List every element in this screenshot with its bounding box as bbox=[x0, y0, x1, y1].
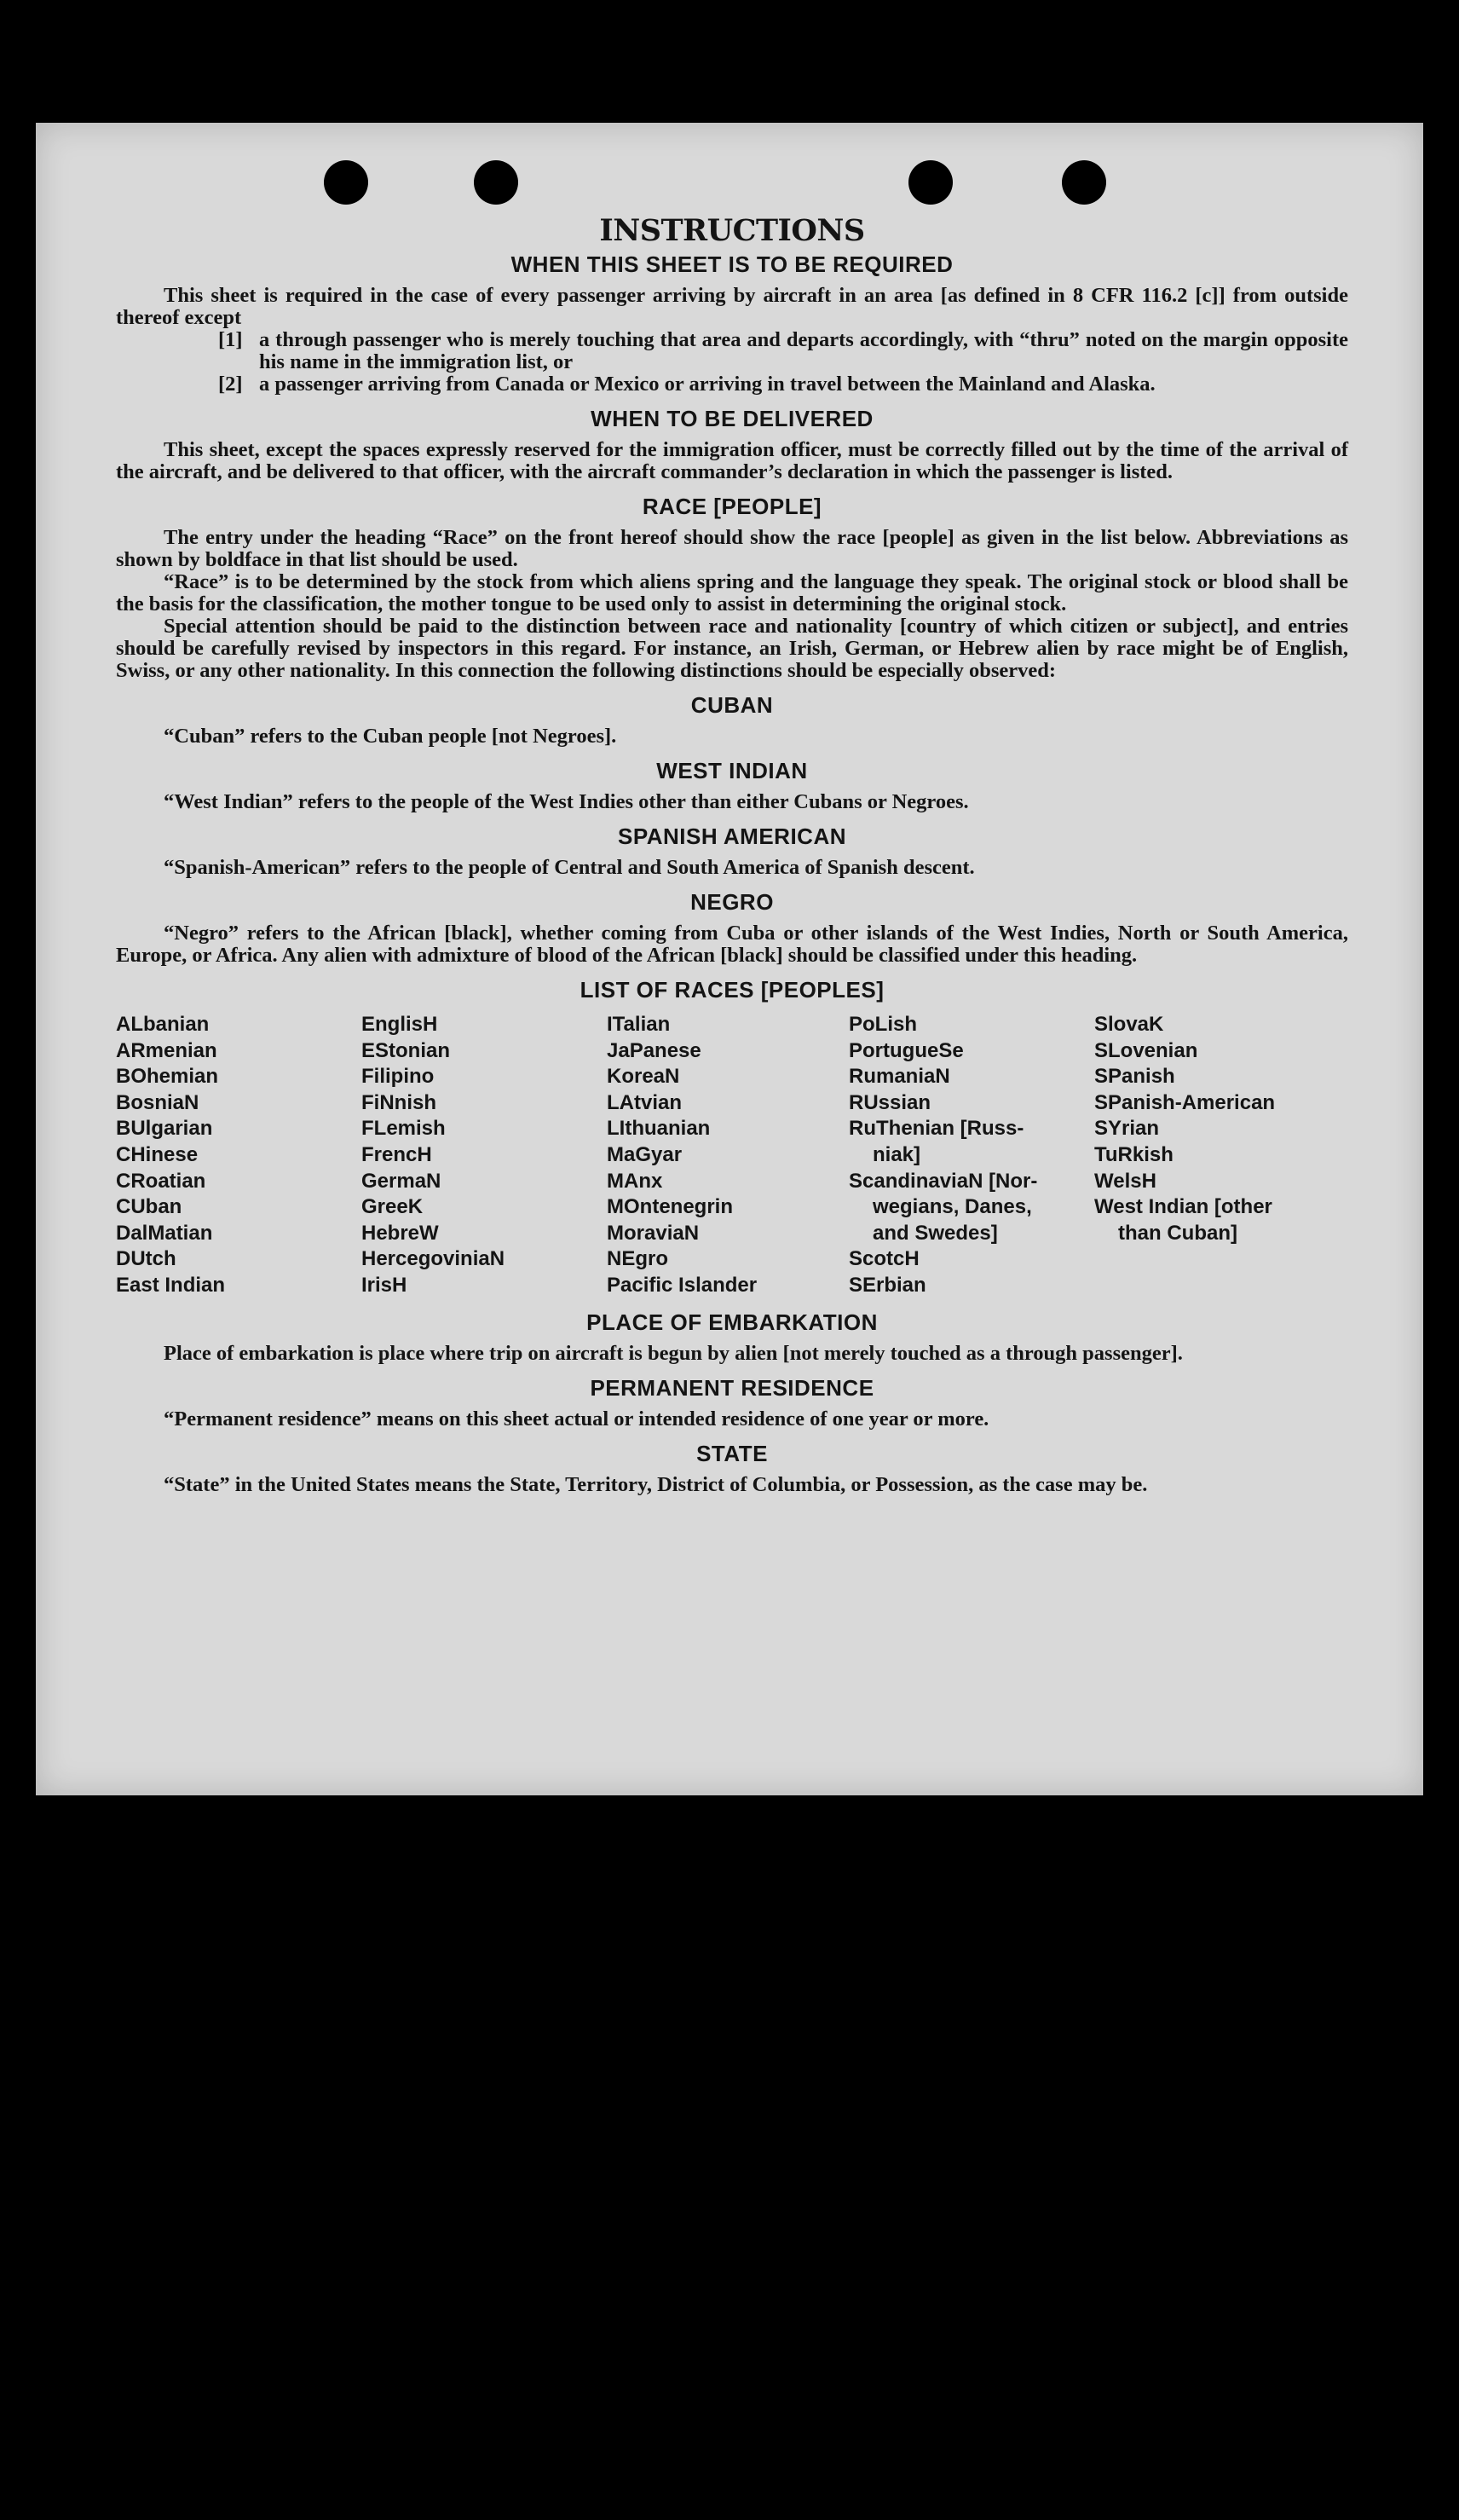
race-entry: IrisH bbox=[361, 1273, 407, 1297]
race-entry: EStonian bbox=[361, 1038, 451, 1062]
race-entry: niak] bbox=[873, 1142, 921, 1166]
race-entry: FLemish bbox=[361, 1117, 446, 1141]
race-entry: JaPanese bbox=[607, 1038, 701, 1062]
negro-text: “Negro” refers to the African [black], whether coming from Cuba or other islands of the West Indies, North or South America, Europe, or Africa. Any alien with admixture of blood of the African [black] should be classified under this heading. bbox=[116, 922, 1348, 967]
punch-hole bbox=[908, 160, 953, 205]
race-entry: and Swedes] bbox=[873, 1221, 998, 1245]
race-entry: BosniaN bbox=[116, 1090, 199, 1114]
race-entry: DalMatian bbox=[116, 1221, 213, 1245]
race-entry: SPanish bbox=[1094, 1065, 1175, 1089]
exception-item bbox=[218, 329, 1348, 373]
race-entry: KoreaN bbox=[607, 1065, 680, 1089]
race-entry: SPanish-American bbox=[1094, 1090, 1276, 1114]
race-entry: MAnx bbox=[607, 1169, 663, 1193]
document-content bbox=[116, 213, 1348, 1496]
race-entry: Pacific Islander bbox=[607, 1273, 758, 1297]
races-column bbox=[607, 1012, 849, 1299]
race-paragraph-1: The entry under the heading “Race” on the front hereof should show the race [people] as given in the list below. Abbreviations as shown by boldface in that list should be used. bbox=[116, 526, 1348, 571]
section-heading-spanish-american: SPANISH AMERICAN bbox=[617, 824, 846, 849]
race-entry: DUtch bbox=[116, 1247, 176, 1271]
document-sheet bbox=[36, 123, 1423, 1795]
race-entry: ALbanian bbox=[116, 1013, 210, 1036]
race-entry: Filipino bbox=[361, 1065, 435, 1089]
state-text: “State” in the United States means the State, Territory, District of Columbia, or Possession, as the case may be. bbox=[164, 1472, 1148, 1496]
race-entry: EnglisH bbox=[361, 1013, 438, 1036]
race-entry: NEgro bbox=[607, 1247, 668, 1271]
race-entry: MOntenegrin bbox=[607, 1195, 733, 1219]
west-indian-text: “West Indian” refers to the people of the West Indies other than either Cubans or Negroes. bbox=[164, 790, 969, 813]
race-entry: MoraviaN bbox=[607, 1221, 700, 1245]
races-column bbox=[361, 1012, 607, 1299]
race-entry: BUlgarian bbox=[116, 1117, 213, 1141]
section-heading-race: RACE [PEOPLE] bbox=[642, 494, 822, 519]
punch-hole bbox=[1062, 160, 1106, 205]
required-intro: This sheet is required in the case of every passenger arriving by aircraft in an area [as defined in 8 CFR 116.2 [c]] from outside thereof except bbox=[116, 284, 1348, 329]
section-heading-embarkation: PLACE OF EMBARKATION bbox=[586, 1309, 878, 1335]
race-entry: CUban bbox=[116, 1195, 182, 1219]
section-heading-races-list: LIST OF RACES [PEOPLES] bbox=[580, 977, 885, 1003]
exception-text: a through passenger who is merely touching that area and departs accordingly, with “thru” noted on the margin opposite his name in the immigration list, or bbox=[259, 328, 1348, 373]
section-heading-state: STATE bbox=[696, 1440, 768, 1466]
race-entry: TuRkish bbox=[1094, 1142, 1174, 1166]
race-paragraph-2: “Race” is to be determined by the stock from which aliens spring and the language they speak. The original stock or blood shall be the basis for the classification, the mother tongue to be used only to assist in determining the original stock. bbox=[116, 570, 1348, 616]
race-entry: ScandinaviaN [Nor- bbox=[849, 1169, 1038, 1193]
residence-text: “Permanent residence” means on this sheet actual or intended residence of one year or more. bbox=[164, 1407, 989, 1431]
punch-hole bbox=[324, 160, 368, 205]
race-entry: MaGyar bbox=[607, 1142, 683, 1166]
races-list bbox=[116, 1012, 1348, 1299]
spanish-american-text: “Spanish-American” refers to the people of Central and South America of Spanish descent. bbox=[164, 856, 975, 879]
race-entry: PoLish bbox=[849, 1013, 918, 1036]
embarkation-text: Place of embarkation is place where trip on aircraft is begun by alien [not merely touched as a through passenger]. bbox=[164, 1341, 1183, 1365]
page-title: INSTRUCTIONS bbox=[599, 213, 865, 248]
race-entry: RumaniaN bbox=[849, 1065, 950, 1089]
race-entry: CRoatian bbox=[116, 1169, 206, 1193]
race-entry: HercegoviniaN bbox=[361, 1247, 505, 1271]
race-entry: FiNnish bbox=[361, 1090, 436, 1114]
race-entry: SLovenian bbox=[1094, 1038, 1198, 1062]
race-entry: East Indian bbox=[116, 1273, 226, 1297]
race-entry: LIthuanian bbox=[607, 1117, 711, 1141]
section-heading-west-indian: WEST INDIAN bbox=[656, 758, 808, 783]
race-paragraph-3: Special attention should be paid to the distinction between race and nationality [country of which citizen or subject], and entries should be carefully revised by inspectors in this regard. For instance, an Irish, German, or Hebrew alien by race might be of English, Swiss, or any other nationality. In this connection the following distinctions should be especially observed: bbox=[116, 615, 1348, 682]
race-entry: RUssian bbox=[849, 1090, 931, 1114]
race-entry: ScotcH bbox=[849, 1247, 920, 1271]
race-entry: SYrian bbox=[1094, 1117, 1160, 1141]
race-entry: ARmenian bbox=[116, 1038, 217, 1062]
punch-hole bbox=[474, 160, 518, 205]
section-heading-when-required: WHEN THIS SHEET IS TO BE REQUIRED bbox=[510, 251, 954, 277]
section-heading-residence: PERMANENT RESIDENCE bbox=[590, 1374, 874, 1401]
exception-list bbox=[218, 329, 1348, 396]
race-entry: WelsH bbox=[1094, 1169, 1156, 1193]
exception-item bbox=[218, 373, 1348, 396]
race-entry: wegians, Danes, bbox=[873, 1195, 1032, 1219]
races-column bbox=[1094, 1012, 1350, 1299]
race-entry: CHinese bbox=[116, 1142, 199, 1166]
exception-number: [1] bbox=[218, 328, 243, 351]
section-heading-negro: NEGRO bbox=[690, 889, 774, 915]
race-entry: than Cuban] bbox=[1118, 1221, 1237, 1245]
race-entry: ITalian bbox=[607, 1013, 671, 1036]
races-column bbox=[849, 1012, 1094, 1299]
race-entry: HebreW bbox=[361, 1221, 439, 1245]
races-column bbox=[116, 1012, 361, 1299]
race-entry: LAtvian bbox=[607, 1090, 683, 1114]
race-entry: PortugueSe bbox=[849, 1038, 964, 1062]
exception-number: [2] bbox=[218, 373, 243, 396]
race-entry: GermaN bbox=[361, 1169, 441, 1193]
exception-text: a passenger arriving from Canada or Mexico or arriving in travel between the Mainland and Alaska. bbox=[259, 373, 1156, 396]
cuban-text: “Cuban” refers to the Cuban people [not Negroes]. bbox=[164, 725, 617, 748]
section-heading-when-delivered: WHEN TO BE DELIVERED bbox=[591, 406, 874, 431]
race-entry: RuThenian [Russ- bbox=[849, 1117, 1024, 1141]
race-entry: SlovaK bbox=[1094, 1013, 1164, 1036]
race-entry: GreeK bbox=[361, 1195, 424, 1219]
race-entry: SErbian bbox=[849, 1273, 926, 1297]
delivered-text: This sheet, except the spaces expressly reserved for the immigration officer, must be correctly filled out by the time of the arrival of the aircraft, and be delivered to that officer, with the aircraft commander’s declaration in which the passenger is listed. bbox=[116, 438, 1348, 483]
race-entry: BOhemian bbox=[116, 1065, 219, 1089]
race-entry: West Indian [other bbox=[1094, 1195, 1272, 1219]
section-heading-cuban: CUBAN bbox=[690, 692, 774, 718]
race-entry: FrencH bbox=[361, 1142, 432, 1166]
